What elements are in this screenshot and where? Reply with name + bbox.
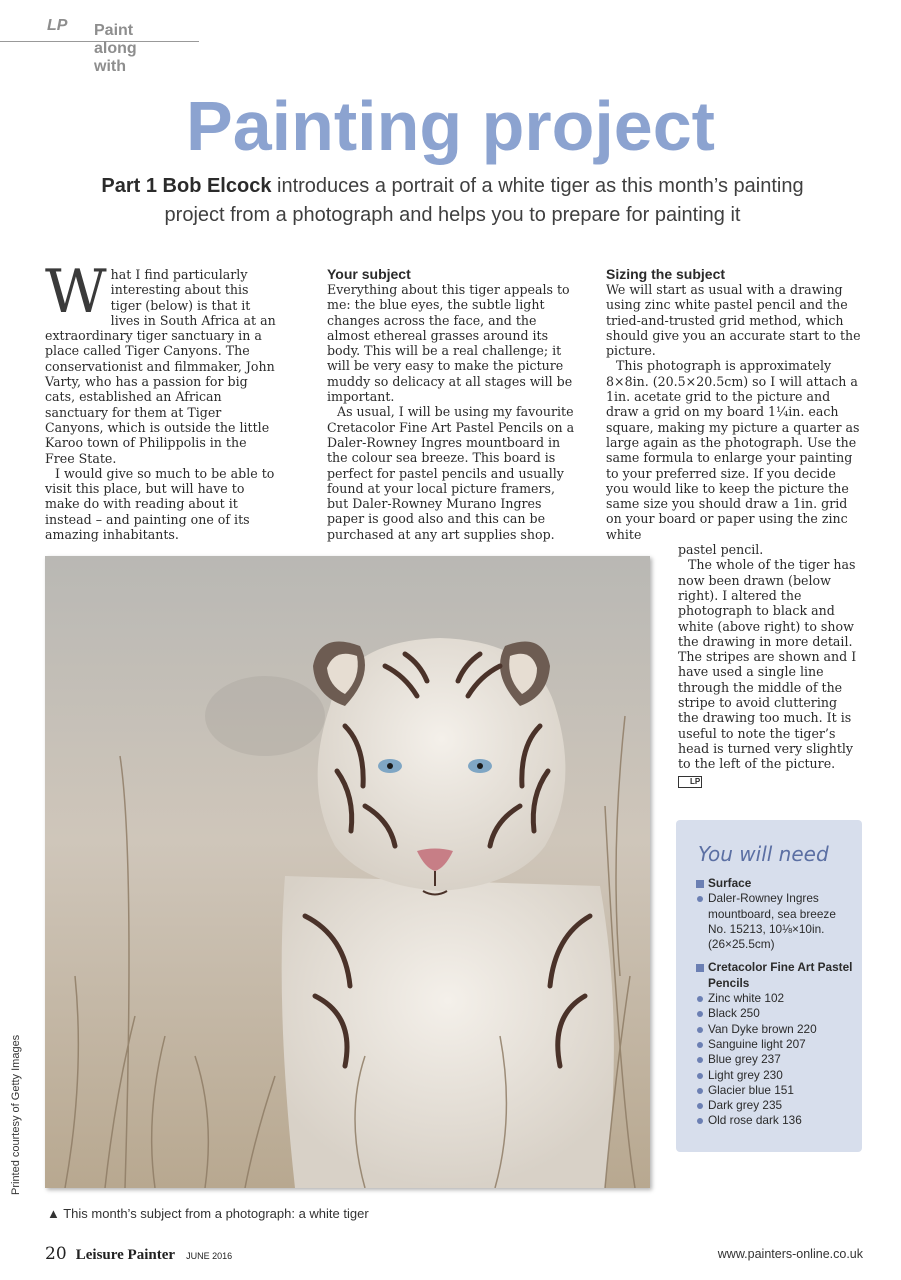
page-title: Painting project [186,87,715,165]
col3-p3-text: The whole of the tiger has now been drawn (below right). I altered the photograph to black and white (above right) to show the drawing in more detail. The stripes are shown and I have used a single line through the middle of the stripe to avoid cluttering the drawing too much. It is useful to note the tiger’s head is turned very slightly to the left of the picture. [678,557,857,772]
photo-caption: ▲ This month’s subject from a photograph: a white tiger [47,1206,369,1221]
page-number: 20 [45,1244,67,1264]
standfirst-text: introduces a portrait of a white tiger as this month’s painting project from a photograph and helps you to prepare for painting it [164,175,804,226]
col2-paragraph-1: Everything about this tiger appeals to me: the blue eyes, the subtle light changes across the face, and the almost ethereal grasses around its body. This will be a real challenge; it will be very easy to make the picture muddy so delicacy at all stages will be important. [327,282,573,405]
pencil-item: Van Dyke brown 220 [696,1022,856,1037]
col3-paragraph-2: This photograph is approximately 8×8in. (20.5×20.5cm) so I will attach a 1in. acetate grid to the picture and draw a grid on my board 1¼in. each square, making my picture a quarter as large again as the photograph. Use the same formula to enlarge your painting to your preferred size. If you decide you would like to keep the picture the same size you should draw a 1in. grid on your board or paper using the zinc white [606,358,860,542]
pencil-item: Blue grey 237 [696,1052,856,1067]
col1-paragraph-2: I would give so much to be able to visit this place, but will have to make do with reading about it instead – and painting one of its amazing inhabitants. [45,465,275,543]
surface-item: Daler-Rowney Ingres mountboard, sea breeze No. 15213, 10⅛×10in. (26×25.5cm) [696,891,856,952]
pencil-item: Glacier blue 151 [696,1083,856,1098]
standfirst [80,172,825,230]
tiger-illustration [45,556,650,1188]
footer-left [45,1244,232,1264]
tiger-photo [45,556,650,1188]
magazine-name: Leisure Painter [75,1247,176,1263]
column-2 [327,266,575,542]
header-prefix: Paint along with [94,22,137,75]
col1-p1-text: hat I find particularly interesting about this tiger (below) is that it lives in South Africa at an extraordinary tiger sanctuary in a place called Tiger Canyons. The conservationist and filmmaker, John Varty, who has a passion for big cats, established an African sanctuary for them at Tiger Canyons, which is outside the little Karoo town of Philippolis in the Free State. [45,267,276,466]
col3-paragraph-2-end: pastel pencil. [678,542,764,558]
col1-paragraph-1 [45,257,280,466]
pencil-item: Black 250 [696,1006,856,1021]
pencil-item: Sanguine light 207 [696,1037,856,1052]
pencil-item: Dark grey 235 [696,1098,856,1113]
pencil-item: Light grey 230 [696,1068,856,1083]
drop-cap: W [45,257,107,327]
col3-paragraph-3 [678,557,861,787]
standfirst-part: Part 1 Bob Elcock [101,175,272,197]
col2-paragraph-2: As usual, I will be using my favourite Cretacolor Fine Art Pastel Pencils on a Daler-Rowney Ingres mountboard in the colour sea breeze. This board is perfect for pastel pencils and usually found at your local picture framers, but Daler-Rowney Murano Ingres paper is good also and this can be purchased at any art supplies shop. [327,404,575,542]
surface-heading: Surface [696,876,856,891]
you-will-need-box [676,820,862,1152]
col3-paragraph-1: We will start as usual with a drawing using zinc white pastel pencil and the tried-and-trusted grid method, which should give you an accurate start to the picture. [606,282,861,359]
website-url[interactable]: www.painters-online.co.uk [717,1247,863,1261]
section-label [47,17,137,75]
section-header [0,12,199,75]
pencil-item: Old rose dark 136 [696,1113,856,1128]
photo-credit: Printed courtesy of Getty Images [10,1034,22,1195]
issue-date: JUNE 2016 [186,1251,233,1261]
pencils-heading: Cretacolor Fine Art Pastel Pencils [696,960,856,991]
header-brand: LP [47,17,68,34]
pencil-item: Zinc white 102 [696,991,856,1006]
lp-end-mark: LP [678,776,702,788]
heading-your-subject: Your subject [327,266,411,282]
column-1 [45,257,280,543]
heading-sizing-the-subject: Sizing the subject [606,266,726,282]
materials-list [696,876,856,1129]
you-will-need-title: You will need [698,842,829,866]
